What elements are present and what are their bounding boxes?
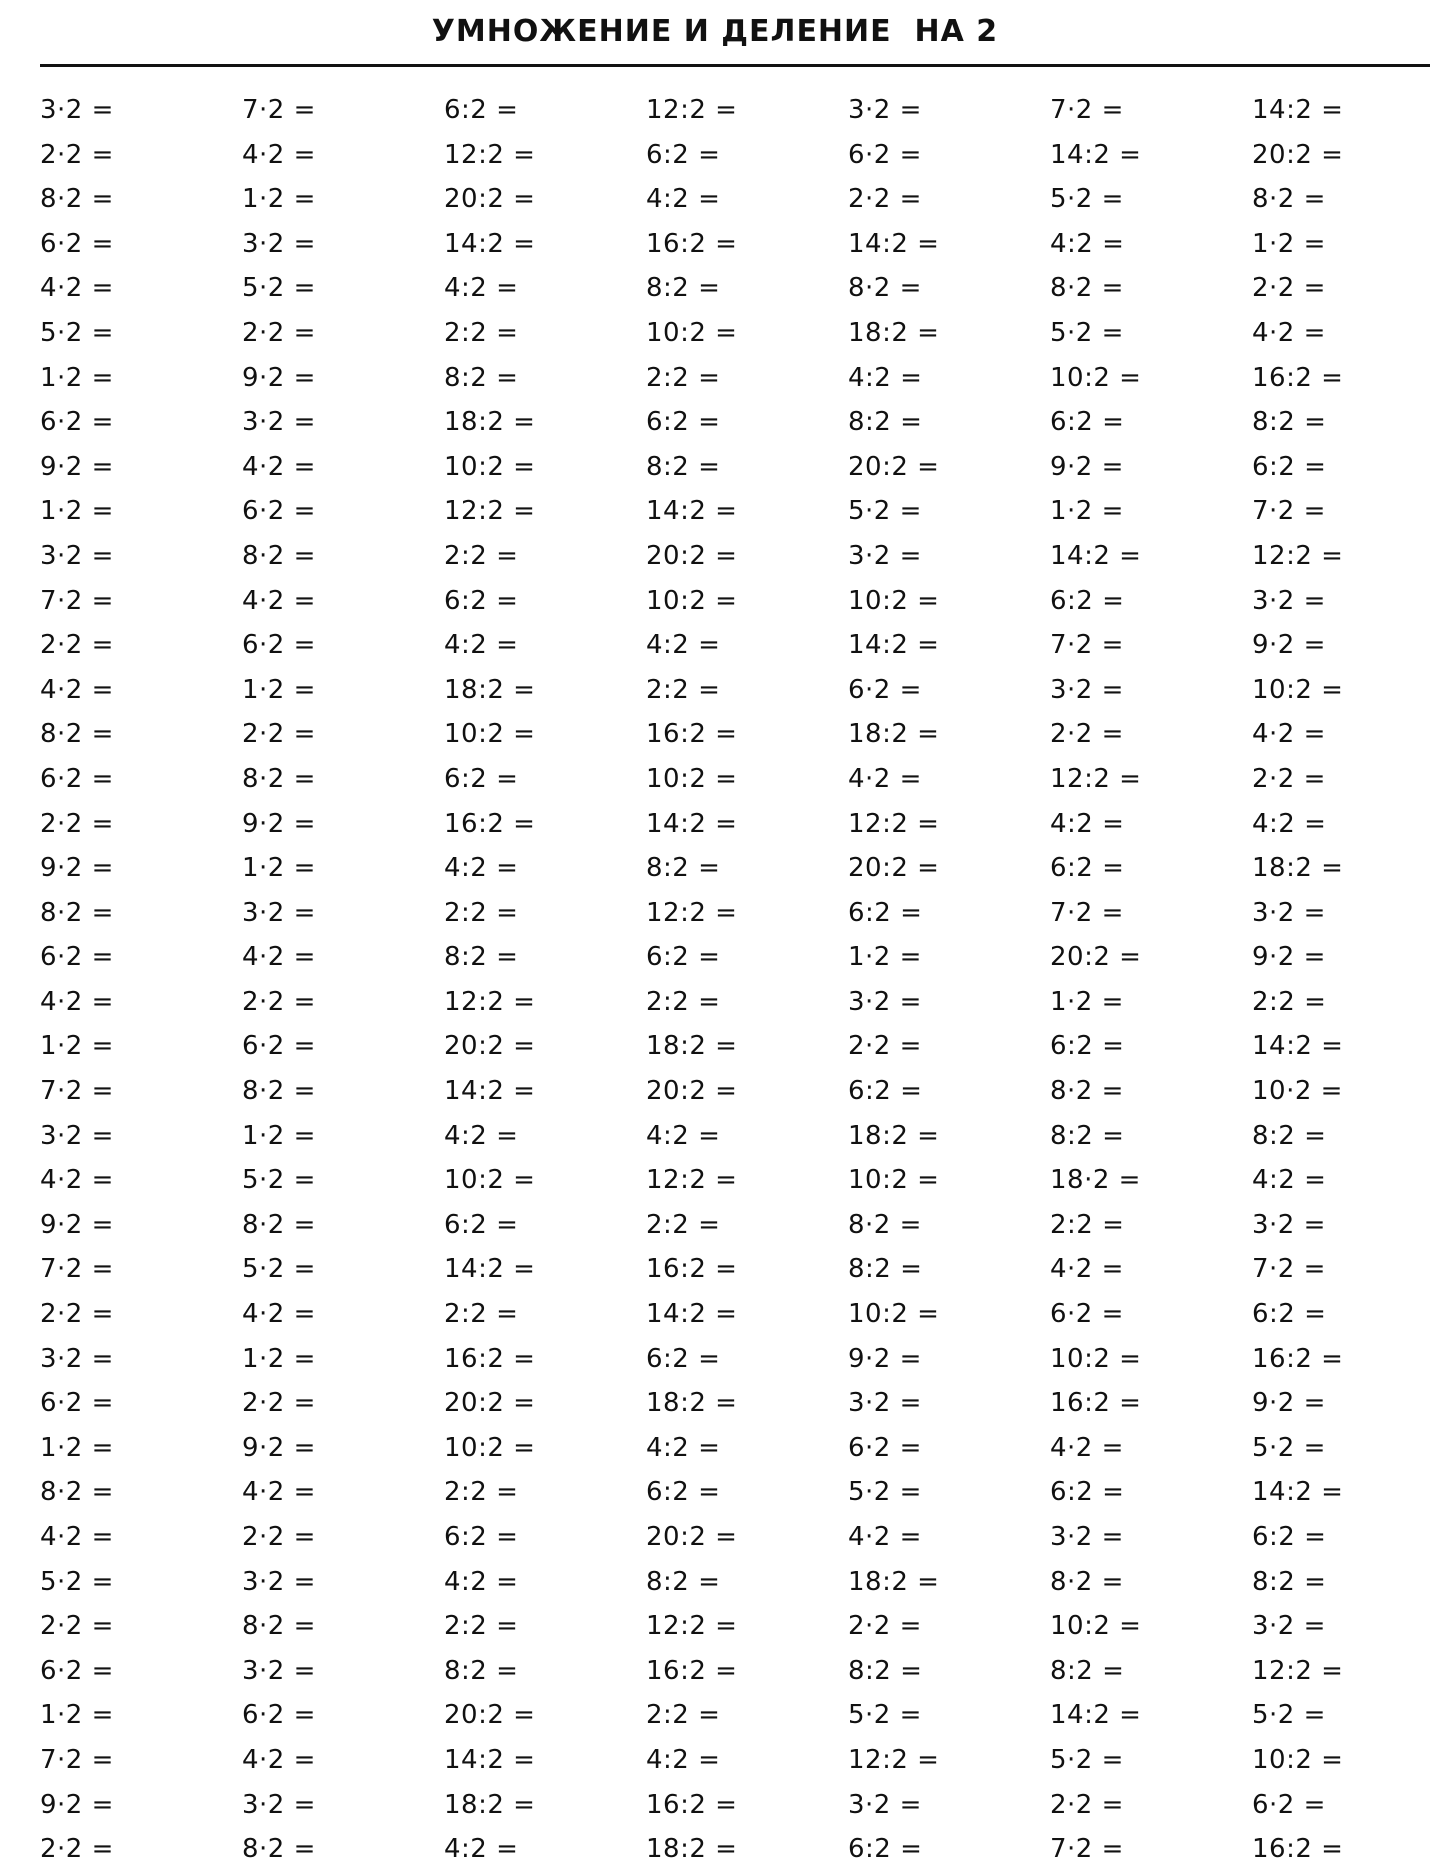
exercise-item: 16:2 = xyxy=(1050,1388,1142,1419)
exercise-item: 12:2 = xyxy=(848,808,940,839)
exercise-item: 6:2 = xyxy=(1050,1477,1125,1508)
exercise-item: 20:2 = xyxy=(444,1031,536,1062)
exercise-item: 2·2 = xyxy=(1050,719,1124,750)
exercise-item: 6·2 = xyxy=(242,630,316,661)
exercise-item: 7·2 = xyxy=(40,1744,114,1775)
exercise-item: 4·2 = xyxy=(242,1744,316,1775)
exercise-item: 4:2 = xyxy=(1050,228,1125,259)
exercise-item: 4·2 = xyxy=(40,1522,114,1552)
exercise-item: 4·2 = xyxy=(40,273,114,304)
exercise-item: 4:2 = xyxy=(444,1834,519,1865)
exercise-item: 16:2 = xyxy=(1252,1834,1344,1865)
exercise-item: 9·2 = xyxy=(40,1209,114,1240)
exercise-item: 20:2 = xyxy=(646,540,738,571)
exercise-item: 7·2 = xyxy=(1050,1834,1124,1865)
exercise-item: 2:2 = xyxy=(444,897,519,928)
exercise-item: 8·2 = xyxy=(40,897,114,928)
exercise-item: 3·2 = xyxy=(848,95,922,125)
exercise-item: 10:2 = xyxy=(444,719,536,750)
exercise-item: 14:2 = xyxy=(1050,540,1142,571)
exercise-item: 4:2 = xyxy=(646,184,721,215)
exercise-item: 6:2 = xyxy=(444,1522,519,1552)
exercise-item: 16:2 = xyxy=(1252,362,1344,393)
exercise-item: 6·2 = xyxy=(40,407,114,438)
exercise-item: 2:2 = xyxy=(444,540,519,571)
exercise-item: 9·2 = xyxy=(1252,942,1326,973)
exercise-item: 18:2 = xyxy=(646,1031,738,1062)
exercise-item: 9·2 = xyxy=(242,362,316,393)
exercise-item: 20:2 = xyxy=(646,1076,738,1107)
exercise-item: 9·2 = xyxy=(40,451,114,482)
exercise-item: 4:2 = xyxy=(646,1744,721,1775)
exercise-item: 8·2 = xyxy=(1050,1566,1124,1597)
exercise-item: 10:2 = xyxy=(646,585,738,616)
exercise-item: 2·2 = xyxy=(40,1834,114,1865)
exercise-item: 4·2 = xyxy=(242,1299,316,1330)
exercise-item: 10:2 = xyxy=(1050,362,1142,393)
exercise-item: 2·2 = xyxy=(40,1299,114,1330)
exercise-item: 1·2 = xyxy=(242,1120,316,1151)
exercise-item: 20:2 = xyxy=(646,1522,738,1552)
exercise-item: 8·2 = xyxy=(242,1076,316,1107)
exercise-item: 6:2 = xyxy=(646,139,721,170)
exercise-item: 6:2 = xyxy=(646,407,721,438)
exercise-item: 7·2 = xyxy=(40,1254,114,1285)
exercise-item: 4:2 = xyxy=(444,630,519,661)
exercise-item: 1·2 = xyxy=(1050,986,1124,1017)
exercise-item: 3·2 = xyxy=(848,1388,922,1419)
exercise-item: 14:2 = xyxy=(646,496,738,527)
exercise-item: 6:2 = xyxy=(444,763,519,794)
exercise-item: 12:2 = xyxy=(646,95,738,125)
exercise-item: 2·2 = xyxy=(40,1611,114,1642)
exercise-item: 8:2 = xyxy=(848,1254,923,1285)
exercise-item: 5·2 = xyxy=(1050,184,1124,215)
exercise-item: 3·2 = xyxy=(1050,1522,1124,1552)
exercise-item: 6·2 = xyxy=(40,942,114,973)
exercise-item: 1·2 = xyxy=(40,1700,114,1731)
exercise-item: 2:2 = xyxy=(646,362,721,393)
page-title: УМНОЖЕНИЕ И ДЕЛЕНИЕ НА 2 xyxy=(431,14,999,49)
exercise-item: 2:2 = xyxy=(1252,986,1327,1017)
exercise-item: 7·2 = xyxy=(1252,496,1326,527)
exercise-item: 18:2 = xyxy=(646,1388,738,1419)
exercise-item: 10:2 = xyxy=(848,585,940,616)
exercise-item: 5·2 = xyxy=(848,1477,922,1508)
exercise-item: 3·2 = xyxy=(1252,585,1326,616)
exercise-item: 2·2 = xyxy=(848,1031,922,1062)
exercise-item: 10:2 = xyxy=(444,451,536,482)
exercise-item: 7·2 = xyxy=(40,1076,114,1107)
exercise-item: 4·2 = xyxy=(848,763,922,794)
exercise-item: 12:2 = xyxy=(848,1744,940,1775)
exercise-item: 5·2 = xyxy=(242,273,316,304)
exercise-item: 1·2 = xyxy=(40,496,114,527)
exercise-item: 4:2 = xyxy=(1050,808,1125,839)
exercise-item: 2·2 = xyxy=(40,139,114,170)
exercise-item: 8·2 = xyxy=(242,1611,316,1642)
exercise-item: 3·2 = xyxy=(1252,1611,1326,1642)
exercise-item: 12:2 = xyxy=(1252,1655,1344,1686)
exercise-item: 8·2 = xyxy=(40,1477,114,1508)
exercise-item: 8·2 = xyxy=(40,719,114,750)
exercise-item: 10:2 = xyxy=(1050,1343,1142,1374)
exercise-item: 8:2 = xyxy=(1050,1655,1125,1686)
exercise-item: 14:2 = xyxy=(444,1744,536,1775)
exercise-item: 8:2 = xyxy=(1050,1120,1125,1151)
exercise-item: 6·2 = xyxy=(40,763,114,794)
exercise-item: 16:2 = xyxy=(444,1343,536,1374)
exercise-item: 3·2 = xyxy=(242,897,316,928)
exercise-item: 5·2 = xyxy=(1050,317,1124,348)
exercise-item: 18:2 = xyxy=(1252,853,1344,884)
exercise-item: 4:2 = xyxy=(646,630,721,661)
exercise-item: 14:2 = xyxy=(1252,1477,1344,1508)
exercise-item: 10:2 = xyxy=(1050,1611,1142,1642)
exercise-item: 4:2 = xyxy=(848,362,923,393)
exercise-item: 20:2 = xyxy=(1050,942,1142,973)
exercise-item: 4·2 = xyxy=(40,1165,114,1196)
exercise-item: 7·2 = xyxy=(242,95,316,125)
exercise-item: 6·2 = xyxy=(1252,1789,1326,1820)
exercise-item: 1·2 = xyxy=(242,184,316,215)
exercise-item: 2·2 = xyxy=(848,1611,922,1642)
exercise-item: 6:2 = xyxy=(1050,853,1125,884)
exercise-item: 7·2 = xyxy=(1050,95,1124,125)
exercise-item: 18:2 = xyxy=(848,317,940,348)
exercise-item: 8·2 = xyxy=(848,273,922,304)
exercise-item: 6:2 = xyxy=(848,897,923,928)
exercise-item: 4·2 = xyxy=(848,1522,922,1552)
exercise-item: 5·2 = xyxy=(40,1566,114,1597)
exercise-item: 1·2 = xyxy=(242,1343,316,1374)
exercise-item: 4:2 = xyxy=(646,1432,721,1463)
exercise-item: 4·2 = xyxy=(242,585,316,616)
exercise-item: 8·2 = xyxy=(40,184,114,215)
exercise-item: 2:2 = xyxy=(646,674,721,705)
exercise-item: 1·2 = xyxy=(242,853,316,884)
exercise-item: 6:2 = xyxy=(1050,407,1125,438)
exercise-item: 16:2 = xyxy=(646,719,738,750)
exercise-item: 8:2 = xyxy=(646,273,721,304)
exercise-item: 6:2 = xyxy=(1252,1522,1327,1552)
exercise-item: 10:2 = xyxy=(646,763,738,794)
exercise-item: 10:2 = xyxy=(848,1165,940,1196)
exercise-item: 18:2 = xyxy=(646,1834,738,1865)
exercise-item: 4:2 = xyxy=(444,273,519,304)
exercise-item: 4·2 = xyxy=(1050,1432,1124,1463)
exercise-item: 14:2 = xyxy=(848,228,940,259)
title-divider xyxy=(40,64,1430,67)
exercise-item: 1·2 = xyxy=(848,942,922,973)
exercise-item: 6:2 = xyxy=(646,942,721,973)
exercise-item: 10:2 = xyxy=(1252,674,1344,705)
exercise-item: 9·2 = xyxy=(242,1432,316,1463)
exercise-item: 6·2 = xyxy=(848,674,922,705)
exercise-item: 12:2 = xyxy=(646,897,738,928)
exercise-item: 6·2 = xyxy=(40,1655,114,1686)
exercise-item: 3·2 = xyxy=(40,95,114,125)
exercise-item: 4·2 = xyxy=(242,1477,316,1508)
exercise-item: 2·2 = xyxy=(1252,763,1326,794)
exercise-item: 2:2 = xyxy=(1050,1209,1125,1240)
exercise-item: 7·2 = xyxy=(1050,630,1124,661)
exercise-item: 3·2 = xyxy=(242,228,316,259)
exercise-item: 6·2 = xyxy=(848,139,922,170)
exercise-item: 16:2 = xyxy=(646,228,738,259)
exercise-item: 20:2 = xyxy=(444,1700,536,1731)
exercise-item: 14:2 = xyxy=(848,630,940,661)
exercise-item: 18:2 = xyxy=(444,407,536,438)
exercise-item: 12:2 = xyxy=(646,1165,738,1196)
exercise-item: 8·2 = xyxy=(1252,184,1326,215)
exercise-item: 2·2 = xyxy=(1050,1789,1124,1820)
exercise-item: 6:2 = xyxy=(1252,451,1327,482)
exercise-item: 6:2 = xyxy=(1050,1031,1125,1062)
exercise-item: 16:2 = xyxy=(646,1254,738,1285)
exercise-item: 8:2 = xyxy=(1252,1566,1327,1597)
exercise-item: 5·2 = xyxy=(242,1254,316,1285)
exercise-item: 9·2 = xyxy=(40,1789,114,1820)
exercise-item: 8·2 = xyxy=(242,763,316,794)
exercise-item: 6·2 = xyxy=(40,228,114,259)
exercise-item: 3·2 = xyxy=(242,407,316,438)
exercise-item: 2·2 = xyxy=(242,986,316,1017)
exercise-item: 6:2 = xyxy=(1050,585,1125,616)
exercise-item: 20:2 = xyxy=(848,853,940,884)
exercise-item: 14:2 = xyxy=(646,808,738,839)
exercise-item: 1·2 = xyxy=(40,1031,114,1062)
exercise-item: 6:2 = xyxy=(1252,1299,1327,1330)
exercise-item: 5·2 = xyxy=(40,317,114,348)
exercise-item: 10·2 = xyxy=(1252,1076,1343,1107)
exercise-item: 5·2 = xyxy=(1252,1432,1326,1463)
exercise-item: 9·2 = xyxy=(1252,1388,1326,1419)
exercise-item: 4:2 = xyxy=(444,853,519,884)
exercise-item: 6:2 = xyxy=(444,1209,519,1240)
exercise-item: 9·2 = xyxy=(242,808,316,839)
exercise-item: 4·2 = xyxy=(1252,317,1326,348)
exercise-item: 12:2 = xyxy=(646,1611,738,1642)
exercise-item: 2:2 = xyxy=(444,317,519,348)
exercise-item: 3·2 = xyxy=(40,1343,114,1374)
exercise-item: 20:2 = xyxy=(444,184,536,215)
exercise-item: 14:2 = xyxy=(444,1254,536,1285)
exercise-item: 10:2 = xyxy=(1252,1744,1344,1775)
exercise-item: 2·2 = xyxy=(242,317,316,348)
exercise-item: 3·2 = xyxy=(1050,674,1124,705)
exercise-item: 3·2 = xyxy=(848,1789,922,1820)
exercise-item: 3·2 = xyxy=(848,986,922,1017)
exercise-item: 4:2 = xyxy=(444,1120,519,1151)
exercise-item: 6:2 = xyxy=(444,585,519,616)
exercise-item: 2·2 = xyxy=(242,1522,316,1552)
exercise-item: 14:2 = xyxy=(646,1299,738,1330)
exercise-item: 16:2 = xyxy=(646,1789,738,1820)
exercise-item: 7·2 = xyxy=(1252,1254,1326,1285)
exercise-item: 16:2 = xyxy=(444,808,536,839)
exercise-item: 14:2 = xyxy=(1050,139,1142,170)
exercise-item: 6:2 = xyxy=(444,95,519,125)
exercise-item: 5·2 = xyxy=(848,1700,922,1731)
exercise-item: 2:2 = xyxy=(444,1611,519,1642)
exercise-item: 2:2 = xyxy=(444,1299,519,1330)
exercise-item: 4·2 = xyxy=(242,942,316,973)
exercise-item: 6:2 = xyxy=(848,1076,923,1107)
exercise-item: 8:2 = xyxy=(646,451,721,482)
exercise-item: 2·2 = xyxy=(242,719,316,750)
exercise-item: 1·2 = xyxy=(1050,496,1124,527)
exercise-item: 3·2 = xyxy=(848,540,922,571)
exercise-item: 18:2 = xyxy=(848,719,940,750)
exercise-item: 4·2 = xyxy=(242,451,316,482)
exercise-item: 8:2 = xyxy=(848,407,923,438)
exercise-item: 12:2 = xyxy=(444,986,536,1017)
exercise-item: 3·2 = xyxy=(1252,897,1326,928)
exercise-item: 8·2 = xyxy=(242,1209,316,1240)
exercise-grid xyxy=(40,88,1430,1872)
exercise-item: 8·2 = xyxy=(1050,273,1124,304)
exercise-item: 5·2 = xyxy=(848,496,922,527)
exercise-item: 4:2 = xyxy=(444,1566,519,1597)
exercise-item: 2·2 = xyxy=(40,630,114,661)
exercise-item: 4·2 = xyxy=(1050,1254,1124,1285)
exercise-item: 8·2 = xyxy=(1050,1076,1124,1107)
exercise-item: 14:2 = xyxy=(444,1076,536,1107)
exercise-item: 20:2 = xyxy=(848,451,940,482)
exercise-item: 16:2 = xyxy=(646,1655,738,1686)
exercise-item: 9·2 = xyxy=(1050,451,1124,482)
exercise-item: 14:2 = xyxy=(444,228,536,259)
exercise-item: 8:2 = xyxy=(646,1566,721,1597)
exercise-item: 9·2 = xyxy=(40,853,114,884)
exercise-item: 3·2 = xyxy=(40,1120,114,1151)
exercise-item: 8:2 = xyxy=(1252,1120,1327,1151)
exercise-item: 9·2 = xyxy=(1252,630,1326,661)
exercise-item: 7·2 = xyxy=(1050,897,1124,928)
exercise-item: 2·2 = xyxy=(848,184,922,215)
exercise-item: 6·2 = xyxy=(848,1432,922,1463)
exercise-item: 6·2 = xyxy=(1050,1299,1124,1330)
exercise-item: 8:2 = xyxy=(444,942,519,973)
exercise-item: 5·2 = xyxy=(1050,1744,1124,1775)
exercise-item: 12:2 = xyxy=(1050,763,1142,794)
exercise-item: 6:2 = xyxy=(646,1343,721,1374)
exercise-item: 5·2 = xyxy=(1252,1700,1326,1731)
exercise-item: 3·2 = xyxy=(1252,1209,1326,1240)
exercise-item: 3·2 = xyxy=(242,1789,316,1820)
exercise-item: 8:2 = xyxy=(848,1655,923,1686)
exercise-item: 20:2 = xyxy=(1252,139,1344,170)
exercise-item: 4·2 = xyxy=(1252,719,1326,750)
exercise-item: 5·2 = xyxy=(242,1165,316,1196)
exercise-item: 4·2 = xyxy=(40,986,114,1017)
exercise-item: 18:2 = xyxy=(444,674,536,705)
exercise-item: 14:2 = xyxy=(1252,1031,1344,1062)
exercise-item: 12:2 = xyxy=(444,139,536,170)
exercise-item: 2·2 = xyxy=(1252,273,1326,304)
exercise-item: 10:2 = xyxy=(444,1165,536,1196)
exercise-item: 4·2 = xyxy=(242,139,316,170)
exercise-item: 6·2 = xyxy=(242,1031,316,1062)
exercise-item: 1·2 = xyxy=(242,674,316,705)
exercise-item: 18:2 = xyxy=(444,1789,536,1820)
exercise-item: 10:2 = xyxy=(444,1432,536,1463)
exercise-item: 4·2 = xyxy=(40,674,114,705)
exercise-item: 4:2 = xyxy=(1252,1165,1327,1196)
exercise-item: 4:2 = xyxy=(646,1120,721,1151)
exercise-item: 18:2 = xyxy=(848,1120,940,1151)
exercise-item: 2:2 = xyxy=(646,1700,721,1731)
exercise-item: 1·2 = xyxy=(1252,228,1326,259)
exercise-item: 6:2 = xyxy=(646,1477,721,1508)
exercise-item: 8·2 = xyxy=(848,1209,922,1240)
exercise-item: 14:2 = xyxy=(1050,1700,1142,1731)
exercise-item: 1·2 = xyxy=(40,1432,114,1463)
exercise-item: 4:2 = xyxy=(1252,808,1327,839)
exercise-item: 8:2 = xyxy=(444,1655,519,1686)
exercise-item: 6·2 = xyxy=(242,1700,316,1731)
exercise-item: 6:2 = xyxy=(848,1834,923,1865)
exercise-item: 2·2 = xyxy=(242,1388,316,1419)
exercise-item: 9·2 = xyxy=(848,1343,922,1374)
exercise-item: 8·2 = xyxy=(242,1834,316,1865)
exercise-item: 2:2 = xyxy=(444,1477,519,1508)
exercise-item: 8:2 = xyxy=(444,362,519,393)
exercise-item: 2:2 = xyxy=(646,986,721,1017)
exercise-item: 8:2 = xyxy=(646,853,721,884)
exercise-item: 10:2 = xyxy=(848,1299,940,1330)
exercise-item: 16:2 = xyxy=(1252,1343,1344,1374)
exercise-item: 12:2 = xyxy=(444,496,536,527)
exercise-item: 20:2 = xyxy=(444,1388,536,1419)
exercise-item: 8:2 = xyxy=(1252,407,1327,438)
exercise-item: 2:2 = xyxy=(646,1209,721,1240)
exercise-item: 18:2 = xyxy=(848,1566,940,1597)
exercise-item: 6·2 = xyxy=(40,1388,114,1419)
exercise-item: 3·2 = xyxy=(40,540,114,571)
exercise-item: 2·2 = xyxy=(40,808,114,839)
exercise-item: 1·2 = xyxy=(40,362,114,393)
exercise-item: 8·2 = xyxy=(242,540,316,571)
exercise-item: 10:2 = xyxy=(646,317,738,348)
exercise-item: 18·2 = xyxy=(1050,1165,1141,1196)
exercise-item: 12:2 = xyxy=(1252,540,1344,571)
exercise-item: 14:2 = xyxy=(1252,95,1344,125)
exercise-item: 3·2 = xyxy=(242,1566,316,1597)
exercise-item: 7·2 = xyxy=(40,585,114,616)
exercise-item: 3·2 = xyxy=(242,1655,316,1686)
exercise-item: 6·2 = xyxy=(242,496,316,527)
